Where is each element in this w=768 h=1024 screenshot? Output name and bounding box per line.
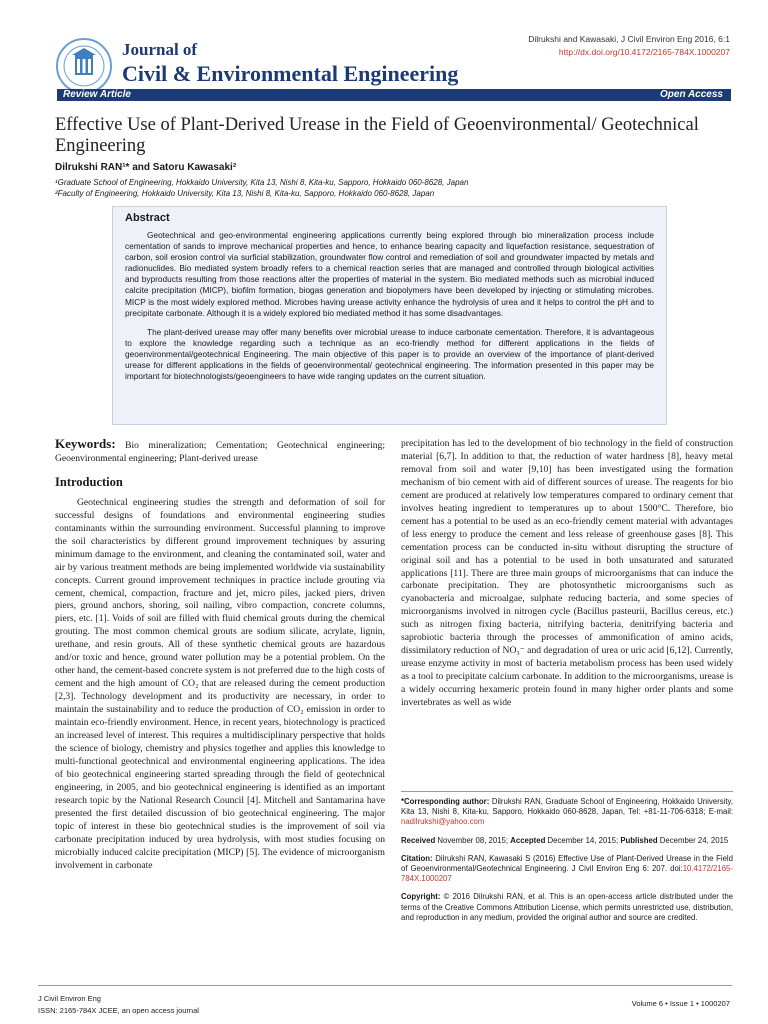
copyright-note: Copyright: © 2016 Dilrukshi RAN, et al. This is an open-access article distributed under the terms of the Creative Commons Attribution License, which permits unrestricted use, distribution, and reproduction in any medium, provided the original author and source are credited. [401, 892, 733, 922]
journal-name-line2: Civil & Environmental Engineering [122, 61, 459, 86]
affiliation-1: ¹Graduate School of Engineering, Hokkaido University, Kita 13, Nishi 8, Kita-ku, Sapporo, Hokkaido 060-8628, Japan [55, 178, 469, 187]
footer-divider [38, 985, 732, 986]
abstract-paragraph-2: The plant-derived urease may offer many benefits over microbial urease to induce carbonate cementation. Therefore, it is advantageous to explore the knowledge regarding such a technique as an eco-friendly method for different applications in the fields of geoenvironmental/geotechnical Engineering. The main objective of this paper is to provide an overview of the importance of plant-derived urease for different applications in the fields of geoenvironmental/ geotechnical engineering. The information presented in this paper may be important for biotechnologists/geoengineers to have wide ranging updates on the current situation. [125, 326, 654, 382]
dates-note: Received November 08, 2015; Accepted December 14, 2015; Published December 24, 2015 [401, 835, 729, 845]
article-type-label: Review Article [63, 89, 131, 100]
body-paragraph: Geotechnical engineering studies the strength and deformation of soil for successful designs of foundations and environmental engineering studies contaminants within the surrounding environment. Successful planning to improve the soil characteristics by different ground improvement techniques by assuring minimum damage to the environment, and cleaning the contaminated soil, water and air by various treatment methods are being implemented worldwide via sustainability concepts. Current ground improvement techniques in practice include grouting via cement, chemical, compaction, fracture and jet, micro piles, jacked piers, driven piers, ground anchors, shoring, soil nailing, vibro compaction, concrete columns, piers, etc. [1]. Voids of soil are filled with fluid chemical grouts during the chemical grouting. The most common chemical grouts are sodium silicate, acrylate, lignin, urethane, and resin grouts. All of these synthetic chemical grouts are hazardous and/or toxic and hence, ground water pollution may be a potential problem. On the other hand, the cement-based concrete system is not preferred due to the high costs of cement and the high amount of CO₂ that are released during the cement production [2,3]. Technology development and its productivity are necessary, in order to maintain the sustainability and to reduce the production of CO₂ emission in order to maintain eco-friendly environment. Hence, in recent years, biotechnology is practiced an increased level of interest. This requires a multidisciplinary perspective that holds the science of biology, chemistry and physics together and applies this knowledge to multi-functional geotechnical and environmental engineering applications. The idea of bio geotechnical engineering started spreading through the field of geotechnical engineering, in 2005, and bio geotechnical engineering is identified as an important research topic by the National Research Council [4]. Mitchell and Santamarina have presented the first detailed discussion of bio geotechnical engineering. The major topic of interest in these bio geotechnical studies is the improvement of soil via carbonate precipitation induced by urea hydrolysis, with most studies focusing on microbially induced calcite precipitation (MICP) [5]. The evidence of microorganism involvement in carbonate [55, 496, 385, 871]
keywords-text: Bio mineralization; Cementation; Geotechnical engineering; Geoenvironmental engineering; Plant-derived urease [55, 440, 385, 464]
abstract-box [112, 206, 667, 425]
right-column [401, 438, 733, 710]
header-citation: Dilrukshi and Kawasaki, J Civil Environ Eng 2016, 6:1 [528, 34, 730, 44]
affiliation-2: ²Faculty of Engineering, Hokkaido University, Kita 13, Nishi 8, Kita-ku, Sapporo, Hokkaido 060-8628, Japan [55, 189, 435, 198]
header-doi-link[interactable]: http://dx.doi.org/10.4172/2165-784X.1000207 [558, 47, 730, 57]
body-paragraph: precipitation has led to the development of bio technology in the field of construction material [6,7]. In addition to that, the reduction of water hardness [8], heavy metal removal from soil and water [9,10] has been investigated using the formation mechanism of bio cement with aid of different sources of urease. The reagents for bio cement are produced at relatively low temperatures compared to ordinary cement that involves heating ingredient to temperatures up to about 1500°C. Therefore, bio cement has a potential to be used as an eco-friendly cement material with advantages of less energy to produce the cement and less release of greenhouse gases [8]. This cementation process can be conducted in-situ without disrupting the structure of original soil and has a potential to be used in both unsaturated and saturated applications [11]. There are three main groups of microorganisms that can induce the carbonate precipitation. They are photosynthetic microorganisms such as cyanobacteria and microalgae, sulphate reducing bacteria, and some species of microorganisms involved in nitrogen cycle (Bacillus pasteurii, Bacillus cereus, etc.) such as nitrogen fixing bacteria, nitrifying bacteria, denitrifying bacteria and saprobiotic bacteria through the processes of ammonification of amino acids, dissimilatory reduction of NO₃⁻ and degradation of urea or uric acid [6,12]. Currently, urease enzyme activity in most of bacteria metabolism process has been used widely as a tool to precipitate calcium carbonate. In addition to the microorganisms, urease is a widely occurring hexameric protein found in many higher order plants and some invertebrates as well as wide [401, 438, 734, 709]
footer-journal: J Civil Environ Eng [38, 994, 101, 1003]
article-title: Effective Use of Plant-Derived Urease in the Field of Geoenvironmental/ Geotechnical Engineering [55, 115, 699, 156]
footer-volume: Volume 6 • Issue 1 • 1000207 [631, 999, 730, 1008]
email-link[interactable]: nadilrukshi@yahoo.com [401, 817, 485, 827]
section-heading-introduction: Introduction [55, 474, 123, 489]
citation-note: Citation: Dilrukshi RAN, Kawasaki S (2016) Effective Use of Plant-Derived Urease in the Field of Geoenvironmental/Geotechnical Engineering. J Civil Environ Eng 6: 207. doi:10.4172/2165-784X.1000207 [401, 853, 733, 884]
journal-name-line1: Journal of [122, 40, 198, 59]
open-access-label: Open Access [660, 89, 723, 100]
journal-seal-icon [55, 37, 113, 95]
left-column [55, 438, 385, 873]
abstract-heading: Abstract [125, 212, 170, 224]
article-notes [401, 797, 733, 931]
footer-issn: ISSN: 2165-784X JCEE, an open access journal [38, 1006, 199, 1015]
keywords-label: Keywords: [55, 436, 116, 451]
corresponding-author-note: *Corresponding author: Dilrukshi RAN, Graduate School of Engineering, Hokkaido University, Kita 13, Nishi 8, Kita-ku, Sapporo, Hokkaido 060-8628, Japan, Tel: +81-11-706-6318; E-mail: nadilrukshi@yahoo.com [401, 797, 733, 827]
citation-doi-link[interactable]: 10.4172/2165-784X.1000207 [401, 864, 733, 884]
footnote-divider [401, 791, 733, 792]
article-authors: Dilrukshi RAN¹* and Satoru Kawasaki² [55, 162, 237, 173]
abstract-paragraph-1: Geotechnical and geo-environmental engineering applications currently being explored through bio mineralization process include cementation of sands to improve mechanical properties and hence, to enhance bearing capacity and liquefaction resistance, sequestration of carbon, soil erosion control via surficial stabilization, groundwater flow control and remediation of soil and groundwater impacted by metals and radionuclides. Bio mediated system broadly refers to a chemical reaction series that are managed and controlled through biological activities and byproducts resulting from those reactions alter the properties of material in the system. Bio mediated methods such as microbial induced calcite precipitation (MICP), biofilm formation, biogas generation and biopolymers have been developed by injecting or stimulating microbes. MICP is the most widely explored method. Microbes having urease activity enhance the hydrolysis of urea and it helps to control the pH and to precipitate carbonate. Although it is a widely explored bio mediated method it has some disadvantages. [125, 230, 654, 318]
article-type-bar [57, 89, 731, 101]
keywords [55, 438, 385, 466]
